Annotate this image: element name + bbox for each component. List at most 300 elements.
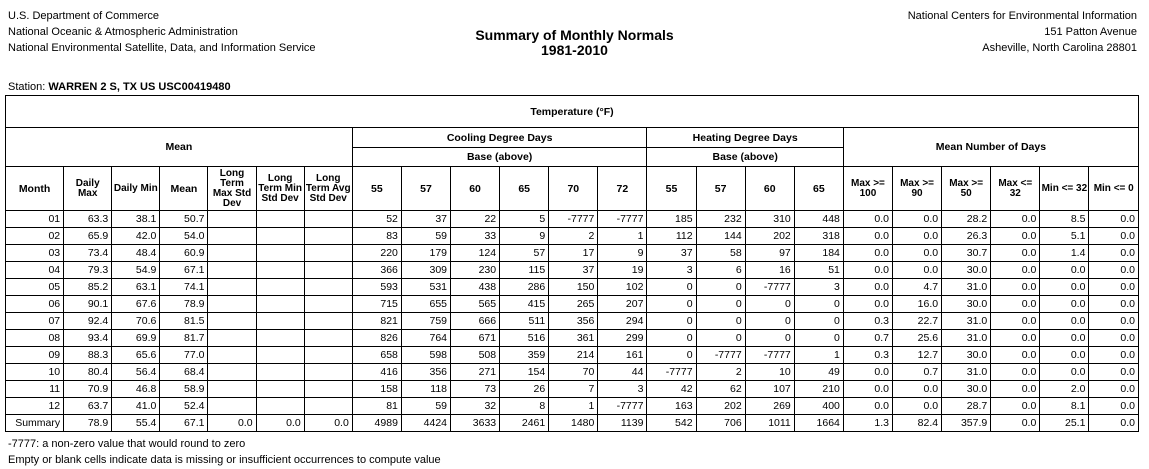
value-cell: 30.7: [942, 245, 991, 262]
column-header: Month: [6, 167, 64, 211]
value-cell: 1: [598, 228, 647, 245]
value-cell: 0.0: [843, 279, 892, 296]
value-cell: 0.0: [843, 211, 892, 228]
value-cell: [304, 279, 352, 296]
value-cell: 38.1: [112, 211, 160, 228]
value-cell: [304, 330, 352, 347]
value-cell: 598: [401, 347, 450, 364]
value-cell: 438: [451, 279, 500, 296]
value-cell: 214: [549, 347, 598, 364]
value-cell: 31.0: [942, 313, 991, 330]
value-cell: 0.0: [1040, 347, 1089, 364]
month-cell: 10: [6, 364, 64, 381]
value-cell: 22: [451, 211, 500, 228]
value-cell: 0.0: [893, 398, 942, 415]
value-cell: 2.0: [1040, 381, 1089, 398]
value-cell: [256, 211, 304, 228]
value-cell: 184: [794, 245, 843, 262]
value-cell: 655: [401, 296, 450, 313]
value-cell: 63.3: [64, 211, 112, 228]
report-years: 1981-2010: [541, 42, 608, 58]
cooling-degree-days-header: Cooling Degree Days: [352, 128, 647, 148]
value-cell: 55.4: [112, 415, 160, 432]
table-row: [6, 330, 1139, 347]
value-cell: 107: [745, 381, 794, 398]
value-cell: 25.6: [893, 330, 942, 347]
column-header: 57: [401, 167, 450, 211]
value-cell: 70.6: [112, 313, 160, 330]
value-cell: 764: [401, 330, 450, 347]
value-cell: 0.0: [1040, 330, 1089, 347]
value-cell: 33: [451, 228, 500, 245]
value-cell: [256, 347, 304, 364]
value-cell: 81.5: [160, 313, 208, 330]
value-cell: 0.0: [893, 228, 942, 245]
agency-line-2: National Oceanic & Atmospheric Administration: [8, 26, 238, 38]
footnote-7777: -7777: a non-zero value that would round to zero: [8, 438, 246, 450]
value-cell: 0.0: [1040, 279, 1089, 296]
value-cell: 0.0: [991, 262, 1040, 279]
column-header: 72: [598, 167, 647, 211]
value-cell: [304, 347, 352, 364]
value-cell: [256, 228, 304, 245]
value-cell: 59: [401, 398, 450, 415]
table-row: [6, 398, 1139, 415]
value-cell: 271: [451, 364, 500, 381]
value-cell: 0.0: [1089, 228, 1139, 245]
value-cell: 400: [794, 398, 843, 415]
value-cell: 1139: [598, 415, 647, 432]
value-cell: 179: [401, 245, 450, 262]
value-cell: 26: [500, 381, 549, 398]
value-cell: 74.1: [160, 279, 208, 296]
value-cell: 0: [696, 313, 745, 330]
value-cell: 17: [549, 245, 598, 262]
value-cell: [256, 381, 304, 398]
column-header: 60: [745, 167, 794, 211]
value-cell: 202: [696, 398, 745, 415]
value-cell: 0.0: [1089, 279, 1139, 296]
month-cell: 04: [6, 262, 64, 279]
value-cell: 22.7: [893, 313, 942, 330]
value-cell: 67.1: [160, 262, 208, 279]
value-cell: 0.0: [1089, 347, 1139, 364]
value-cell: 73.4: [64, 245, 112, 262]
value-cell: [256, 296, 304, 313]
value-cell: 185: [647, 211, 696, 228]
value-cell: 67.1: [160, 415, 208, 432]
value-cell: [304, 228, 352, 245]
value-cell: 299: [598, 330, 647, 347]
table-body: [6, 211, 1139, 432]
value-cell: [208, 398, 256, 415]
column-header: 57: [696, 167, 745, 211]
address-header: [908, 8, 1137, 56]
value-cell: 361: [549, 330, 598, 347]
value-cell: 161: [598, 347, 647, 364]
summary-row: [6, 415, 1139, 432]
value-cell: 565: [451, 296, 500, 313]
column-header: Min <= 32: [1040, 167, 1089, 211]
value-cell: 0.0: [1089, 415, 1139, 432]
value-cell: 309: [401, 262, 450, 279]
value-cell: 31.0: [942, 330, 991, 347]
address-line-2: 151 Patton Avenue: [1044, 26, 1137, 38]
value-cell: 144: [696, 228, 745, 245]
table-row: [6, 211, 1139, 228]
month-cell: 05: [6, 279, 64, 296]
value-cell: 50.7: [160, 211, 208, 228]
address-line-3: Asheville, North Carolina 28801: [982, 42, 1137, 54]
value-cell: 286: [500, 279, 549, 296]
value-cell: 3: [647, 262, 696, 279]
month-cell: Summary: [6, 415, 64, 432]
value-cell: [304, 364, 352, 381]
value-cell: 8: [500, 398, 549, 415]
value-cell: 8.1: [1040, 398, 1089, 415]
value-cell: 0.0: [893, 381, 942, 398]
value-cell: 415: [500, 296, 549, 313]
value-cell: 1: [549, 398, 598, 415]
value-cell: [256, 245, 304, 262]
heating-degree-days-header: Heating Degree Days: [647, 128, 843, 148]
value-cell: 28.2: [942, 211, 991, 228]
table-row: [6, 228, 1139, 245]
value-cell: 1011: [745, 415, 794, 432]
value-cell: 3633: [451, 415, 500, 432]
value-cell: [304, 381, 352, 398]
value-cell: 37: [647, 245, 696, 262]
value-cell: 0.3: [843, 347, 892, 364]
value-cell: 0.0: [991, 415, 1040, 432]
value-cell: 269: [745, 398, 794, 415]
value-cell: 0.0: [843, 398, 892, 415]
value-cell: 3: [794, 279, 843, 296]
value-cell: 0.0: [1040, 262, 1089, 279]
value-cell: 0.0: [843, 296, 892, 313]
column-header: Max >= 90: [893, 167, 942, 211]
value-cell: 58: [696, 245, 745, 262]
value-cell: 0.0: [256, 415, 304, 432]
value-cell: 0.0: [843, 381, 892, 398]
value-cell: 821: [352, 313, 401, 330]
value-cell: 81.7: [160, 330, 208, 347]
report-title: Summary of Monthly Normals: [475, 27, 674, 43]
value-cell: [256, 279, 304, 296]
value-cell: 0.0: [843, 228, 892, 245]
value-cell: 67.6: [112, 296, 160, 313]
footnotes: [8, 436, 441, 468]
value-cell: 30.0: [942, 347, 991, 364]
value-cell: 1664: [794, 415, 843, 432]
column-header: 55: [647, 167, 696, 211]
value-cell: 30.0: [942, 262, 991, 279]
value-cell: 5: [500, 211, 549, 228]
value-cell: 542: [647, 415, 696, 432]
value-cell: 31.0: [942, 279, 991, 296]
value-cell: 118: [401, 381, 450, 398]
table-row: [6, 296, 1139, 313]
value-cell: 516: [500, 330, 549, 347]
value-cell: 0: [647, 313, 696, 330]
value-cell: 0: [794, 330, 843, 347]
value-cell: 0.0: [1089, 313, 1139, 330]
value-cell: 0.7: [893, 364, 942, 381]
value-cell: -7777: [598, 211, 647, 228]
value-cell: -7777: [549, 211, 598, 228]
value-cell: 0.7: [843, 330, 892, 347]
value-cell: 73: [451, 381, 500, 398]
value-cell: 8.5: [1040, 211, 1089, 228]
value-cell: 19: [598, 262, 647, 279]
value-cell: 9: [598, 245, 647, 262]
value-cell: 0: [647, 330, 696, 347]
value-cell: 0.0: [991, 330, 1040, 347]
mean-group-header: Mean: [6, 128, 353, 167]
value-cell: 294: [598, 313, 647, 330]
value-cell: 4989: [352, 415, 401, 432]
value-cell: 26.3: [942, 228, 991, 245]
value-cell: 366: [352, 262, 401, 279]
value-cell: 715: [352, 296, 401, 313]
value-cell: 2: [696, 364, 745, 381]
value-cell: 150: [549, 279, 598, 296]
month-cell: 12: [6, 398, 64, 415]
normals-table: [5, 95, 1139, 432]
value-cell: [256, 364, 304, 381]
table-row: [6, 245, 1139, 262]
value-cell: 210: [794, 381, 843, 398]
value-cell: 1.4: [1040, 245, 1089, 262]
value-cell: 32: [451, 398, 500, 415]
value-cell: [208, 262, 256, 279]
column-header: Max >= 100: [843, 167, 892, 211]
address-line-1: National Centers for Environmental Information: [907, 10, 1137, 22]
footnote-blank-cells: Empty or blank cells indicate data is missing or insufficient occurrences to compute value: [8, 454, 441, 466]
value-cell: 318: [794, 228, 843, 245]
value-cell: 42.0: [112, 228, 160, 245]
value-cell: 511: [500, 313, 549, 330]
value-cell: 1480: [549, 415, 598, 432]
heating-base-header: Base (above): [647, 148, 843, 167]
temperature-group-header: Temperature (°F): [6, 96, 1139, 128]
value-cell: 0.0: [843, 245, 892, 262]
value-cell: [256, 398, 304, 415]
month-cell: 11: [6, 381, 64, 398]
value-cell: 60.9: [160, 245, 208, 262]
value-cell: 593: [352, 279, 401, 296]
value-cell: 46.8: [112, 381, 160, 398]
value-cell: 0.0: [991, 245, 1040, 262]
value-cell: 0: [794, 296, 843, 313]
value-cell: 97: [745, 245, 794, 262]
value-cell: 0.0: [1089, 262, 1139, 279]
value-cell: 0: [794, 313, 843, 330]
agency-line-3: National Environmental Satellite, Data, and Information Service: [8, 42, 316, 54]
value-cell: 78.9: [160, 296, 208, 313]
value-cell: 0.0: [1089, 296, 1139, 313]
value-cell: -7777: [598, 398, 647, 415]
value-cell: 51: [794, 262, 843, 279]
column-header-row: [6, 167, 1139, 211]
station-info: [8, 80, 231, 94]
value-cell: 112: [647, 228, 696, 245]
value-cell: [304, 296, 352, 313]
value-cell: 0.0: [304, 415, 352, 432]
value-cell: 16: [745, 262, 794, 279]
value-cell: 48.4: [112, 245, 160, 262]
value-cell: 68.4: [160, 364, 208, 381]
value-cell: 158: [352, 381, 401, 398]
column-header: Mean: [160, 167, 208, 211]
value-cell: 4.7: [893, 279, 942, 296]
value-cell: 28.7: [942, 398, 991, 415]
value-cell: 0: [745, 330, 794, 347]
value-cell: [208, 381, 256, 398]
value-cell: 310: [745, 211, 794, 228]
value-cell: 826: [352, 330, 401, 347]
value-cell: 81: [352, 398, 401, 415]
value-cell: [208, 313, 256, 330]
table-row: [6, 364, 1139, 381]
value-cell: 69.9: [112, 330, 160, 347]
value-cell: 1: [794, 347, 843, 364]
value-cell: 154: [500, 364, 549, 381]
value-cell: 25.1: [1040, 415, 1089, 432]
value-cell: 163: [647, 398, 696, 415]
value-cell: [208, 364, 256, 381]
value-cell: 0.0: [843, 364, 892, 381]
column-header: Max >= 50: [942, 167, 991, 211]
value-cell: 2461: [500, 415, 549, 432]
value-cell: 90.1: [64, 296, 112, 313]
value-cell: 7: [549, 381, 598, 398]
value-cell: 0.0: [208, 415, 256, 432]
value-cell: 0.0: [1089, 330, 1139, 347]
value-cell: 37: [401, 211, 450, 228]
column-header: Min <= 0: [1089, 167, 1139, 211]
value-cell: 0.0: [1040, 296, 1089, 313]
value-cell: 49: [794, 364, 843, 381]
value-cell: 63.7: [64, 398, 112, 415]
value-cell: 82.4: [893, 415, 942, 432]
month-cell: 03: [6, 245, 64, 262]
value-cell: 0: [647, 347, 696, 364]
value-cell: 0.0: [991, 347, 1040, 364]
value-cell: 56.4: [112, 364, 160, 381]
column-header: 65: [500, 167, 549, 211]
value-cell: 508: [451, 347, 500, 364]
value-cell: 0.0: [893, 262, 942, 279]
value-cell: 115: [500, 262, 549, 279]
value-cell: 658: [352, 347, 401, 364]
value-cell: 62: [696, 381, 745, 398]
column-header: Daily Max: [64, 167, 112, 211]
value-cell: [208, 245, 256, 262]
value-cell: 0.0: [893, 245, 942, 262]
value-cell: 3: [598, 381, 647, 398]
value-cell: 356: [401, 364, 450, 381]
value-cell: 10: [745, 364, 794, 381]
value-cell: 0.0: [1089, 398, 1139, 415]
value-cell: 0.0: [1040, 364, 1089, 381]
value-cell: 531: [401, 279, 450, 296]
value-cell: 5.1: [1040, 228, 1089, 245]
value-cell: [208, 279, 256, 296]
value-cell: 63.1: [112, 279, 160, 296]
value-cell: 0.0: [991, 313, 1040, 330]
value-cell: [208, 296, 256, 313]
value-cell: 0: [696, 296, 745, 313]
value-cell: 30.0: [942, 381, 991, 398]
value-cell: 58.9: [160, 381, 208, 398]
station-name: WARREN 2 S, TX US USC00419480: [48, 81, 231, 93]
column-header: 70: [549, 167, 598, 211]
value-cell: [304, 262, 352, 279]
value-cell: [208, 211, 256, 228]
value-cell: 93.4: [64, 330, 112, 347]
column-header: Long Term Min Std Dev: [256, 167, 304, 211]
table-row: [6, 347, 1139, 364]
value-cell: [256, 262, 304, 279]
value-cell: 416: [352, 364, 401, 381]
value-cell: 16.0: [893, 296, 942, 313]
value-cell: 12.7: [893, 347, 942, 364]
value-cell: 80.4: [64, 364, 112, 381]
value-cell: 0.3: [843, 313, 892, 330]
value-cell: 88.3: [64, 347, 112, 364]
value-cell: 0.0: [1089, 381, 1139, 398]
column-header: Long Term Max Std Dev: [208, 167, 256, 211]
value-cell: 83: [352, 228, 401, 245]
value-cell: 230: [451, 262, 500, 279]
value-cell: 0.0: [1089, 364, 1139, 381]
value-cell: 54.0: [160, 228, 208, 245]
value-cell: 232: [696, 211, 745, 228]
value-cell: [256, 313, 304, 330]
month-cell: 02: [6, 228, 64, 245]
value-cell: 79.3: [64, 262, 112, 279]
value-cell: [304, 211, 352, 228]
value-cell: 37: [549, 262, 598, 279]
value-cell: 0.0: [991, 279, 1040, 296]
value-cell: [304, 245, 352, 262]
value-cell: 759: [401, 313, 450, 330]
value-cell: 70.9: [64, 381, 112, 398]
month-cell: 06: [6, 296, 64, 313]
value-cell: 0.0: [991, 364, 1040, 381]
month-cell: 07: [6, 313, 64, 330]
column-header: 60: [451, 167, 500, 211]
value-cell: 0: [696, 279, 745, 296]
table-row: [6, 313, 1139, 330]
table-row: [6, 262, 1139, 279]
value-cell: 0.0: [991, 296, 1040, 313]
value-cell: 6: [696, 262, 745, 279]
column-header: Daily Min: [112, 167, 160, 211]
station-label: Station:: [8, 81, 46, 93]
value-cell: 265: [549, 296, 598, 313]
value-cell: 666: [451, 313, 500, 330]
value-cell: 0.0: [991, 381, 1040, 398]
value-cell: 4424: [401, 415, 450, 432]
month-cell: 08: [6, 330, 64, 347]
value-cell: 0.0: [843, 262, 892, 279]
value-cell: 0.0: [1040, 313, 1089, 330]
value-cell: -7777: [696, 347, 745, 364]
value-cell: [208, 228, 256, 245]
value-cell: 52: [352, 211, 401, 228]
